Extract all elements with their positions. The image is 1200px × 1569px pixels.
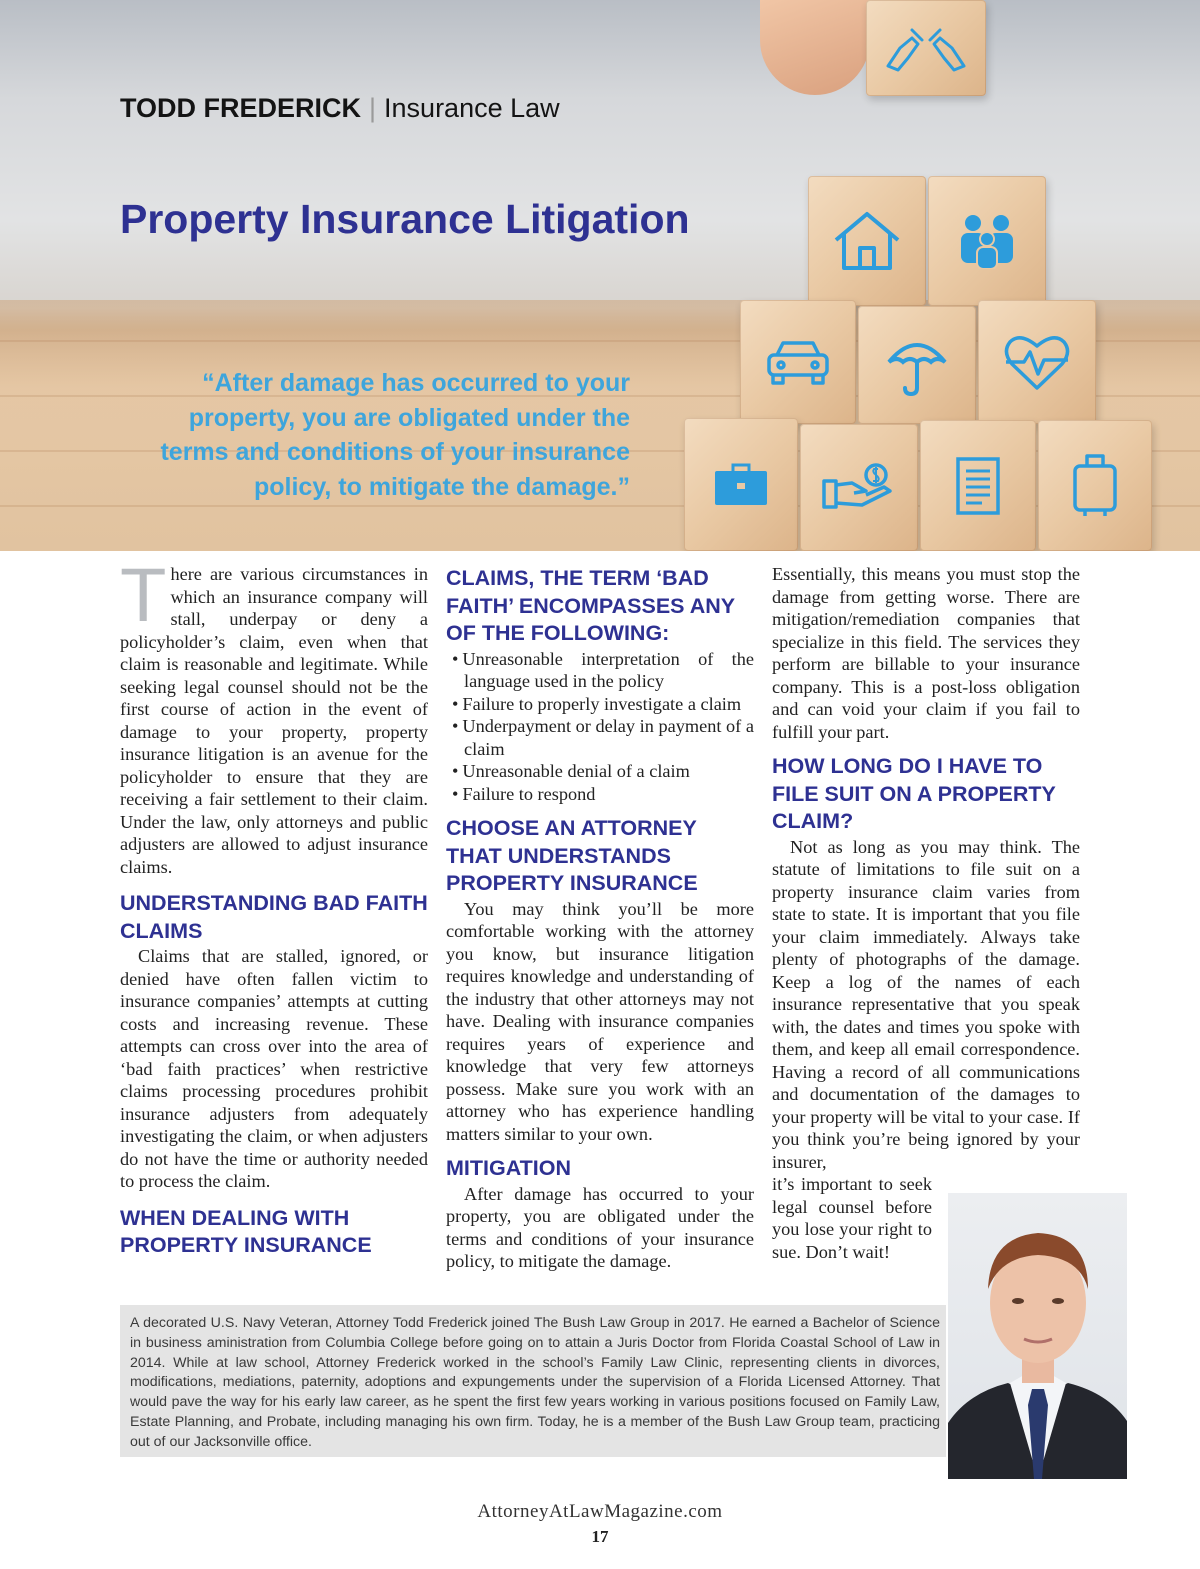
suitcase-icon — [1073, 454, 1117, 518]
author-bio — [120, 1305, 946, 1457]
heading-mitigation: MITIGATION — [446, 1156, 572, 1180]
portrait-image — [948, 1193, 1127, 1479]
byline — [120, 93, 560, 124]
list-item: • Underpayment or delay in payment of a claim — [446, 715, 754, 760]
mitigation-paragraph: After damage has occurred to your property, you are obligated under the terms and conditions of your insurance policy, to mitigate the damage. — [446, 1183, 754, 1271]
block-car — [740, 300, 856, 424]
block-hand-coin — [800, 424, 918, 551]
block-house — [808, 176, 926, 306]
two-hands-icon — [878, 18, 974, 78]
section-name: Insurance Law — [384, 93, 560, 123]
column-3 — [772, 563, 1080, 1263]
list-item: • Failure to respond — [446, 783, 754, 806]
heading-choose-attorney: CHOOSE AN ATTORNEY THAT UNDERSTANDS PROPERTY INSURANCE — [446, 816, 698, 895]
heading-dealing-property: WHEN DEALING WITH PROPERTY INSURANCE — [120, 1205, 372, 1257]
list-item: • Unreasonable interpretation of the language used in the policy — [446, 648, 754, 693]
heading-how-long: HOW LONG DO I HAVE TO FILE SUIT ON A PROPERTY CLAIM? — [772, 754, 1056, 833]
briefcase-icon — [713, 463, 769, 507]
block-umbrella — [858, 306, 976, 424]
author-photo — [948, 1193, 1127, 1479]
how-long-paragraph-end: it’s important to seek legal counsel before you lose your right to sue. Don’t wait! — [772, 1174, 932, 1262]
family-icon — [957, 213, 1017, 269]
page-number: 17 — [591, 1527, 609, 1546]
column-2 — [446, 565, 754, 1273]
block-top — [866, 0, 986, 96]
block-document — [920, 420, 1036, 551]
drop-cap: T — [120, 553, 167, 638]
author-name: TODD FREDERICK — [120, 93, 362, 123]
footer-website: AttorneyAtLawMagazine.com — [477, 1501, 723, 1522]
choose-attorney-paragraph: You may think you’ll be more comfortable working with the attorney you know, but insurance litigation requires knowledge and understanding of the industry that other attorneys may not have. Dealing with insurance companies requires years of experience and knowledge that very few attorneys possess. Make sure you work with an attorney who has experience handling matters similar to your own. — [446, 898, 754, 1144]
heart-pulse-icon — [1002, 332, 1072, 392]
house-icon — [832, 210, 902, 272]
bio-text: A decorated U.S. Navy Veteran, Attorney Todd Frederick joined The Bush Law Group in 2017. He earned a Bachelor of Science in business aministration from Columbia College before going on to attain a Juris Doctor from Florida Coastal School of Law in 2014. While at law school, Attorney Frederick worked in the school’s Family Law Clinic, representing clients in divorces, modifications, mediations, paternity, adoptions and expungements under the supervision of a Florida Licensed Attorney. That would pave the way for his early law career, as he spent the first few years working in various positions focused on Family Law, Estate Planning, and Probate, including managing his own firm. Today, he is a member of the Bush Law Group team, practicing out of our Jacksonville office. — [130, 1315, 940, 1450]
block-suitcase — [1038, 420, 1152, 551]
column-1 — [120, 553, 428, 1260]
bad-faith-list — [446, 648, 754, 806]
hand-holding-block — [760, 0, 870, 95]
block-briefcase — [684, 418, 798, 551]
mitigation-continued-paragraph: Essentially, this means you must stop the damage from getting worse. There are mitigation/remediation companies that specialize in this field. The services they perform are billable to your insurance company. This is a post-loss obligation and can void your claim if you fail to fulfill your part. — [772, 564, 1080, 742]
umbrella-icon — [885, 332, 949, 398]
hand-coin-icon — [822, 463, 896, 513]
bad-faith-paragraph: Claims that are stalled, ignored, or denied have often fallen victim to insurance companies’ attempts at cutting costs and increasing revenue. These attempts can cross over into the area of ‘bad faith practices’ when restrictive claims processing procedures prohibit insurance adjusters from adequately investigating the claim, or when adjusters do not have the time or authority needed to process the claim. — [120, 946, 428, 1191]
pull-quote: “After damage has occurred to your property, you are obligated under the terms and conditions of your insurance policy, to mitigate the damage.” — [160, 369, 630, 501]
intro-text: here are various circumstances in which an insurance company will stall, underpay or deny a policyholder’s claim, even when that claim is reasonable and legitimate. While seeking legal counsel should not be the first course of action in the event of damage to your property, property insurance litigation is an avenue for the policyholder to ensure that they are receiving a fair settlement to their claim. Under the law, only attorneys and public adjusters are allowed to adjust insurance claims. — [120, 564, 428, 877]
heading-bad-faith-list: CLAIMS, THE TERM ‘BAD FAITH’ ENCOMPASSES ANY OF THE FOLLOWING: — [446, 566, 735, 645]
intro-paragraph — [120, 553, 428, 878]
article-title: Property Insurance Litigation — [120, 196, 690, 242]
block-family — [928, 176, 1046, 306]
list-item: • Unreasonable denial of a claim — [446, 760, 754, 783]
car-icon — [763, 337, 833, 387]
byline-separator: | — [369, 93, 377, 123]
block-heart — [978, 300, 1096, 424]
document-icon — [956, 457, 1000, 515]
heading-bad-faith: UNDERSTANDING BAD FAITH CLAIMS — [120, 891, 428, 943]
list-item: • Failure to properly investigate a claim — [446, 693, 754, 716]
how-long-paragraph: Not as long as you may think. The statute of limitations to file suit on a property insurance claim varies from state to state. It is important that you file your claim immediately. Always take plenty of photographs of the damage. Keep a log of the names of each insurance representative that you speak with, the dates and times you spoke with them, and keep all email correspondence. Having a record of all communications and documentation of the damages to your property will be vital to your case. If you think you’re being ignored by your insurer, — [772, 836, 1080, 1172]
